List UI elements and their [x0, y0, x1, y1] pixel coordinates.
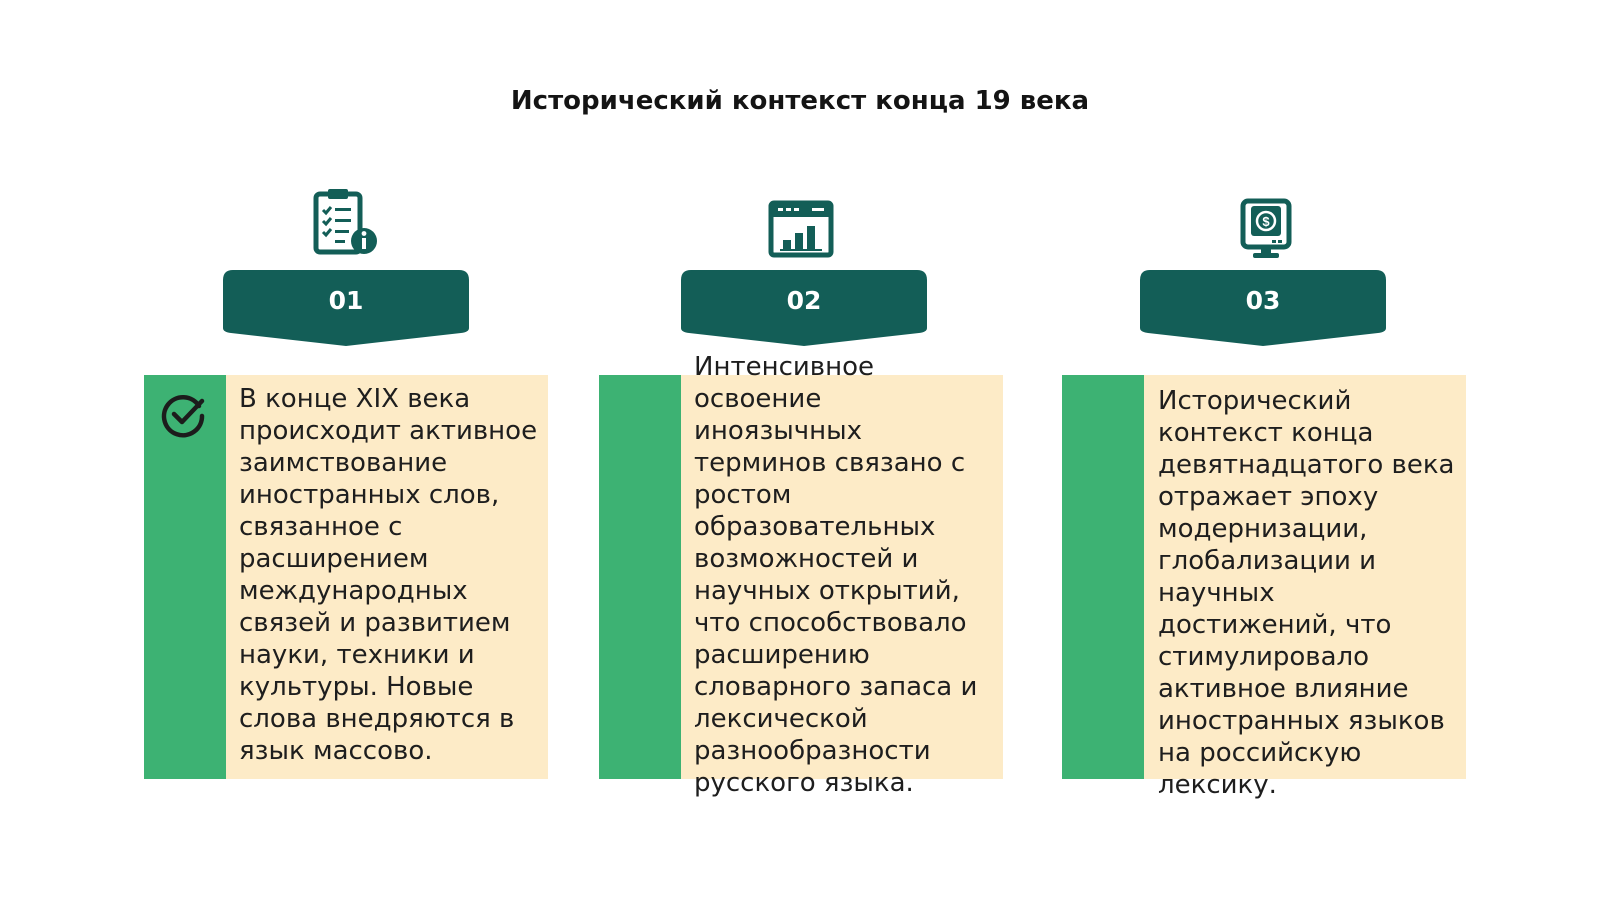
check-circle-icon: [161, 392, 207, 438]
card-2-accent: [599, 375, 681, 779]
monitor-dollar-icon: [1240, 198, 1292, 260]
card-3-text: Исторический контекст конца девятнадцатого века отражает эпоху модернизации, глобализации и научных достижений, что стимулировало активное влияние иностранных языков на российскую лексику.: [1158, 386, 1455, 800]
page-title: Исторический контекст конца 19 века: [510, 86, 1090, 116]
card-2-text: Интенсивное освоение иноязычных терминов связано с ростом образовательных возможностей и научных открытий, что способствовало расширению словарного запаса и лексической разнообразности русского языка.: [694, 352, 978, 798]
card-3-accent: [1062, 375, 1144, 779]
step-badge-3: [1140, 270, 1386, 350]
step-badge-1: [223, 270, 469, 350]
step-number: 02: [786, 286, 822, 315]
step-number: 03: [1245, 286, 1281, 315]
card-1-text: В конце XIX века происходит активное заимствование иностранных слов, связанное с расширением международных связей и развитием науки, техники и культуры. Новые слова внедряются в язык массово.: [239, 384, 538, 766]
svg-text:$: $: [1262, 214, 1270, 229]
step-number: 01: [328, 286, 364, 315]
browser-bar-chart-icon: [768, 200, 834, 258]
clipboard-checklist-info-icon: [312, 188, 382, 258]
step-badge-2: [681, 270, 927, 350]
